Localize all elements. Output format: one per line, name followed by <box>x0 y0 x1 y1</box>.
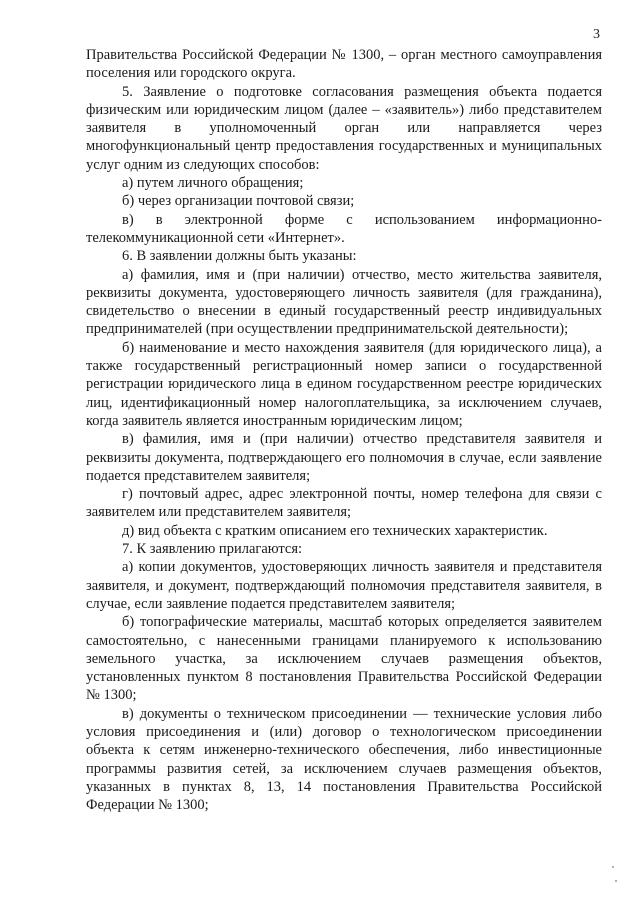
list-item-6v: в) фамилия, имя и (при наличии) отчество представителя заявителя и реквизиты документа, подтверждающего его полномочия в случае, если заявление подается представителем заявителя; <box>86 431 602 484</box>
list-item-6g: г) почтовый адрес, адрес электронной почты, номер телефона для связи с заявителем или представителем заявителя; <box>86 486 602 521</box>
scan-speck <box>615 880 617 882</box>
paragraph-item-7: 7. К заявлению прилагаются: <box>122 541 303 558</box>
list-item-6d: д) вид объекта с кратким описанием его технических характеристик. <box>122 522 548 539</box>
paragraph-item-6: 6. В заявлении должны быть указаны: <box>122 248 357 265</box>
body-text <box>86 46 602 814</box>
paragraph-item-5: 5. Заявление о подготовке согласования размещения объекта подается физическим или юридическим лицом (далее – «заявитель») либо представителем заявителя в уполномоченный орган или направляется через многофункциональный центр предоставления государственных и муниципальных услуг одним из следующих способов: <box>86 83 602 173</box>
page-number: 3 <box>593 27 600 42</box>
list-item-5a: а) путем личного обращения; <box>122 175 304 192</box>
scan-speck <box>612 866 614 868</box>
list-item-5b: б) через организации почтовой связи; <box>122 193 355 210</box>
list-item-7a: а) копии документов, удостоверяющих личность заявителя и представителя заявителя, и документ, подтверждающий полномочия представителя заявителя, в случае, если заявление подается представителем заявителя; <box>86 559 602 612</box>
list-item-5v-line1: в) в электронной форме с использованием информационно- <box>122 211 602 228</box>
list-item-6b: б) наименование и место нахождения заявителя (для юридического лица), а также государственный регистрационный номер записи о государственной регистрации юридического лица в едином государственном реестре юридических лиц, идентификационный номер налогоплательщика, за исключением случаев, когда заявитель является иностранным юридическим лицом; <box>86 339 602 429</box>
list-item-5v-line2: телекоммуникационной сети «Интернет». <box>86 229 345 246</box>
list-item-6a: а) фамилия, имя и (при наличии) отчество, место жительства заявителя, реквизиты документа, удостоверяющего личность заявителя (для гражданина), свидетельство о внесении в единый государственный реестр индивидуальных предпринимателей (при осуществлении предпринимательской деятельности); <box>86 266 602 338</box>
list-item-7v: в) документы о техническом присоединении — технические условия либо условия присоединения и (или) договор о технологическом присоединении объекта к сетям инженерно-технического обеспечения, либо инвестиционные программы развития сетей, за исключением случаев размещения объектов, указанных в пунктах 8, 13, 14 постановления Правительства Российской Федерации № 1300; <box>86 705 602 814</box>
paragraph-continuation: Правительства Российской Федерации № 1300, – орган местного самоуправления поселения или городского округа. <box>86 47 602 82</box>
list-item-7b: б) топографические материалы, масштаб которых определяется заявителем самостоятельно, с нанесенными границами планируемого к использованию земельного участка, за исключением случаев размещения объектов, установленных пунктом 8 постановления Правительства Российской Федерации № 1300; <box>86 614 602 704</box>
